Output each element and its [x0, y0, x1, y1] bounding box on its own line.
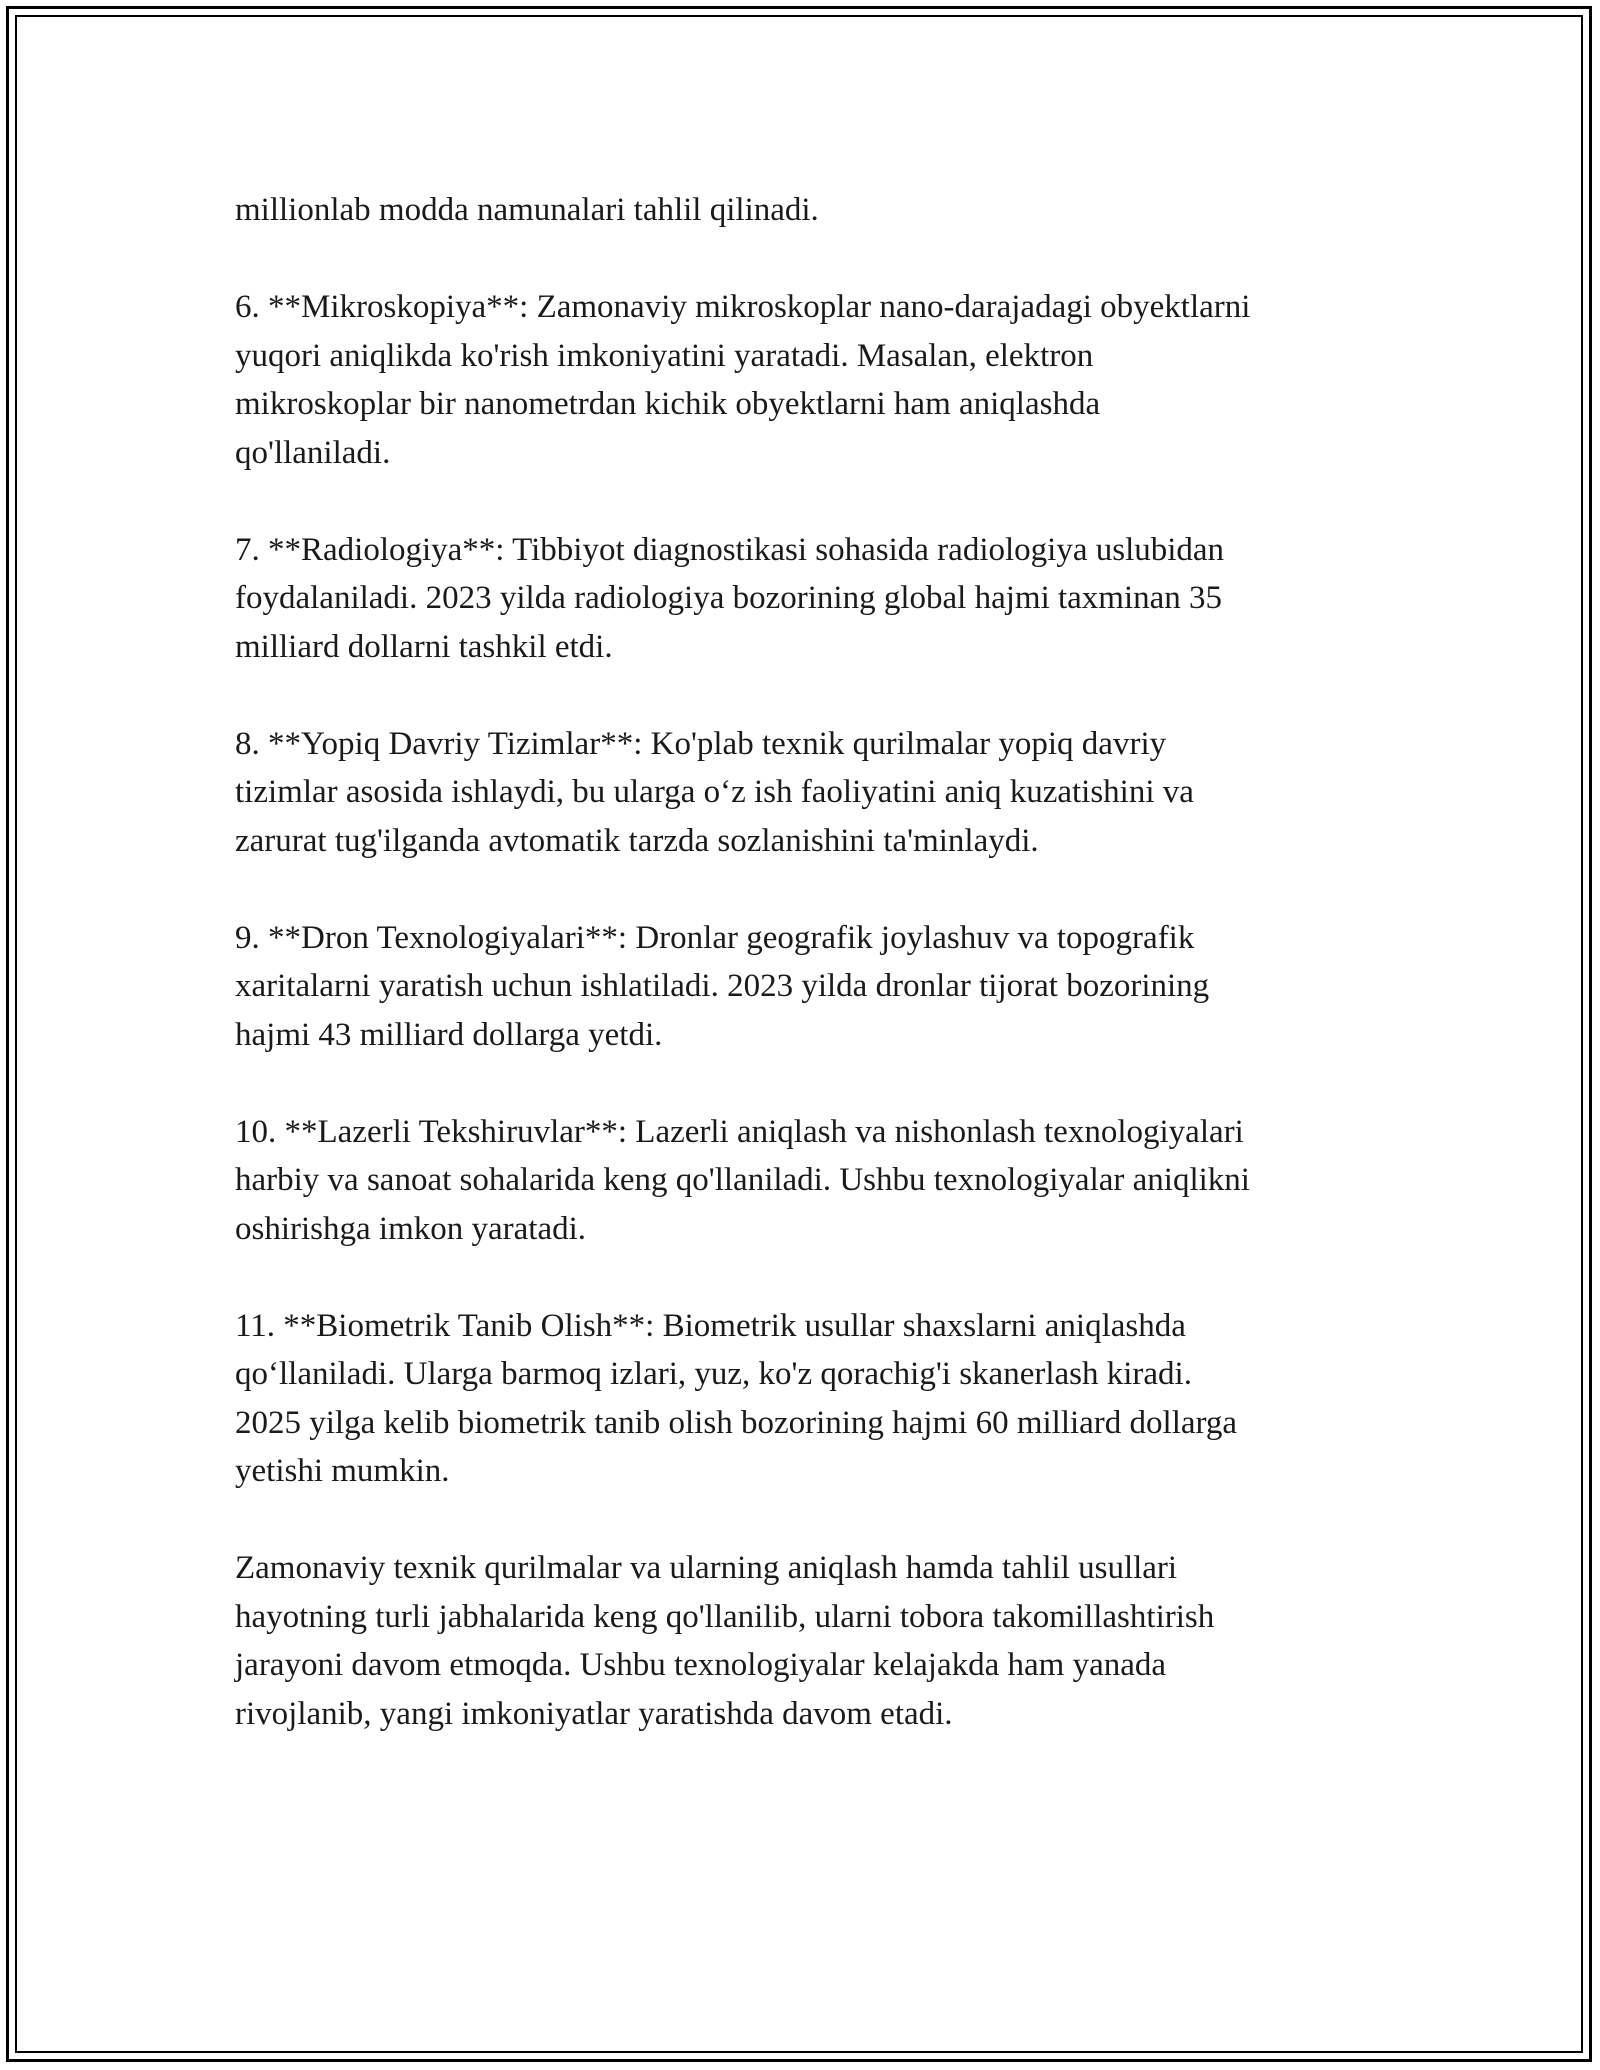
paragraph-continuation: millionlab modda namunalari tahlil qilinadi.: [235, 192, 819, 228]
document-body: [235, 186, 1395, 1787]
paragraph-yopiq-davriy-tizimlar: 8. **Yopiq Davriy Tizimlar**: Ko'plab texnik qurilmalar yopiq davriy tizimlar asosida ishlaydi, bu ularga o‘z ish faoliyatini aniq kuzatishini va zarurat tug'ilganda avtomatik tarzda sozlanishini ta'minlaydi.: [235, 725, 1194, 859]
paragraph-radiologiya: 7. **Radiologiya**: Tibbiyot diagnostikasi sohasida radiologiya uslubidan foydalaniladi. 2023 yilda radiologiya bozorining global hajmi taxminan 35 milliard dollarni tashkil etdi.: [235, 531, 1225, 665]
paragraph-biometrik-tanib-olish: 11. **Biometrik Tanib Olish**: Biometrik usullar shaxslarni aniqlashda qo‘llaniladi. Ularga barmoq izlari, yuz, ko'z qorachig'i skanerlash kiradi. 2025 yilga kelib biometrik tanib olish bozorining hajmi 60 milliard dollarga yetishi mumkin.: [235, 1307, 1238, 1489]
paragraph-mikroskopiya: 6. **Mikroskopiya**: Zamonaviy mikroskoplar nano-darajadagi obyektlarni yuqori aniqlikda ko'rish imkoniyatini yaratadi. Masalan, elektron mikroskoplar bir nanometrdan kichik obyektlarni ham aniqlashda qo'llaniladi.: [235, 289, 1251, 471]
paragraph-lazerli-tekshiruvlar: 10. **Lazerli Tekshiruvlar**: Lazerli aniqlash va nishonlash texnologiyalari harbiy va sanoat sohalarida keng qo'llaniladi. Ushbu texnologiyalar aniqlikni oshirishga imkon yaratadi.: [235, 1113, 1250, 1247]
paragraph-conclusion: Zamonaviy texnik qurilmalar va ularning aniqlash hamda tahlil usullari hayotning turli jabhalarida keng qo'llanilib, ularni tobora takomillashtirish jarayoni davom etmoqda. Ushbu texnologiyalar kelajakda ham yanada rivojlanib, yangi imkoniyatlar yaratishda davom etadi.: [235, 1550, 1215, 1732]
paragraph-dron-texnologiyalari: 9. **Dron Texnologiyalari**: Dronlar geografik joylashuv va topografik xaritalarni yaratish uchun ishlatiladi. 2023 yilda dronlar tijorat bozorining hajmi 43 milliard dollarga yetdi.: [235, 919, 1210, 1053]
